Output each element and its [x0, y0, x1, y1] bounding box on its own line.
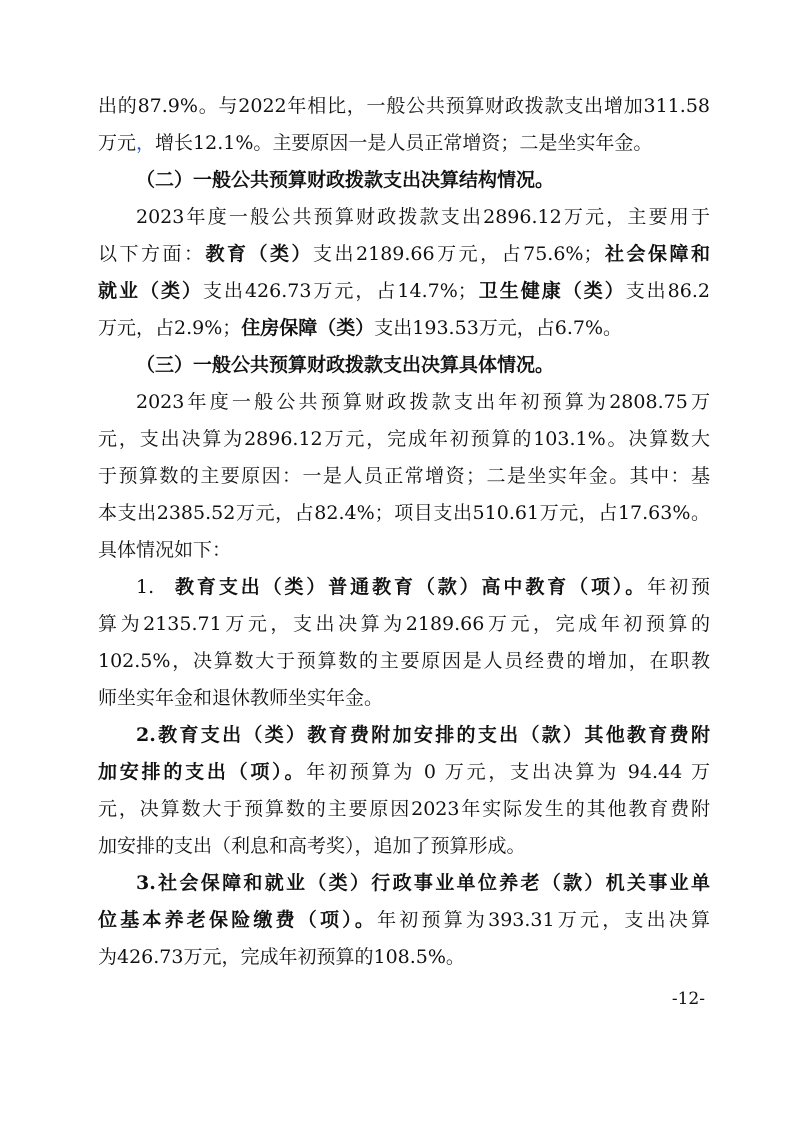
text-run: 出的87.9%。与2022年相比，一般公共预算财政拨款支出增加311.58 — [98, 95, 710, 117]
section-heading-3 — [98, 347, 710, 384]
text-run: 102.5%，决算数大于预算数的主要原因是人员经费的增加，在职教 — [98, 650, 710, 672]
text-run: 增长12.1%。主要原因一是人员正常增资；二是坐实年金。 — [155, 132, 653, 154]
item-1-line-1 — [98, 569, 710, 606]
text-run: 万元，占2.9%； — [98, 317, 242, 339]
text-run: 支出2189.66万元，占75.6%； — [313, 243, 603, 265]
paragraph-3-line-4 — [98, 495, 710, 532]
paragraph-1-line-2 — [98, 125, 710, 162]
text-run: 师坐实年金和退休教师坐实年金。 — [98, 687, 384, 709]
item-title: 加安排的支出（项）。 — [98, 761, 307, 783]
item-3-line-2 — [98, 902, 710, 939]
text-run: 为426.73万元，完成年初预算的108.5%。 — [98, 946, 465, 968]
item-3-line-1 — [98, 865, 710, 902]
item-2-line-3 — [98, 791, 710, 828]
heading-text: （二）一般公共预算财政拨款支出决算结构情况。 — [136, 169, 555, 191]
text-run: 元，支出决算为2896.12万元，完成年初预算的103.1%。决算数大 — [98, 428, 710, 450]
item-2-line-4 — [98, 828, 710, 865]
item-1-line-3 — [98, 643, 710, 680]
text-run: 2023年度一般公共预算财政拨款支出年初预算为2808.75万 — [136, 391, 710, 413]
text-run: 2023年度一般公共预算财政拨款支出2896.12万元，主要用于 — [136, 206, 710, 228]
paragraph-2-line-3 — [98, 273, 710, 310]
text-run: 年初预算为393.31万元，支出决算 — [377, 909, 710, 931]
paragraph-3-line-3 — [98, 458, 710, 495]
item-1-line-4 — [98, 680, 710, 717]
item-number: 1. — [136, 576, 155, 598]
paragraph-2-line-1 — [98, 199, 710, 236]
item-2-line-2 — [98, 754, 710, 791]
text-run: 以下方面： — [98, 243, 206, 265]
item-2-line-1 — [98, 717, 710, 754]
bold-term: 社会保障和 — [602, 243, 710, 265]
section-heading-2 — [98, 162, 710, 199]
text-run: 支出193.53万元，占6.7%。 — [374, 317, 623, 339]
paragraph-3-line-2 — [98, 421, 710, 458]
bold-term: 住房保障（类） — [241, 317, 375, 339]
paragraph-2-line-2 — [98, 236, 710, 273]
text-run: 元，决算数大于预算数的主要原因2023年实际发生的其他教育费附 — [98, 798, 710, 820]
bold-term: 教育（类） — [205, 243, 314, 265]
text-run: 加安排的支出（利息和高考奖），追加了预算形成。 — [98, 835, 526, 857]
bold-term: 卫生健康（类） — [476, 280, 626, 302]
item-1-line-2 — [98, 606, 710, 643]
text-run: 本支出2385.52万元，占82.4%；项目支出510.61万元，占17.63%。 — [98, 502, 710, 524]
paragraph-1-line-1 — [98, 88, 710, 125]
item-title: 3.社会保障和就业（类）行政事业单位养老（款）机关事业单 — [136, 872, 710, 894]
paragraph-2-line-4 — [98, 310, 710, 347]
text-run: 于预算数的主要原因：一是人员正常增资；二是坐实年金。其中：基 — [98, 465, 710, 487]
document-body — [98, 88, 710, 976]
text-run: 支出426.73万元，占14.7%； — [202, 280, 477, 302]
text-run-blue: ， — [136, 132, 156, 154]
bold-term: 就业（类） — [98, 280, 203, 302]
paragraph-3-line-5 — [98, 532, 710, 569]
text-run: 年初预 — [647, 576, 710, 598]
item-3-line-3 — [98, 939, 710, 976]
item-title: 2.教育支出（类）教育费附加安排的支出（款）其他教育费附 — [136, 724, 710, 746]
text-run: 具体情况如下： — [98, 539, 232, 561]
paragraph-3-line-1 — [98, 384, 710, 421]
item-title: 教育支出（类）普通教育（款）高中教育（项）。 — [172, 576, 648, 598]
text-run: 年初预算为 0 万元，支出决算为 94.44 万 — [306, 761, 710, 783]
heading-text: （三）一般公共预算财政拨款支出决算具体情况。 — [136, 354, 555, 376]
text-run: 算为2135.71万元，支出决算为2189.66万元，完成年初预算的 — [98, 613, 710, 635]
page-number: -12- — [671, 989, 705, 1009]
text-run: 支出86.2 — [625, 280, 710, 302]
item-title: 位基本养老保险缴费（项）。 — [98, 909, 378, 931]
text-run: 万元 — [98, 132, 137, 154]
